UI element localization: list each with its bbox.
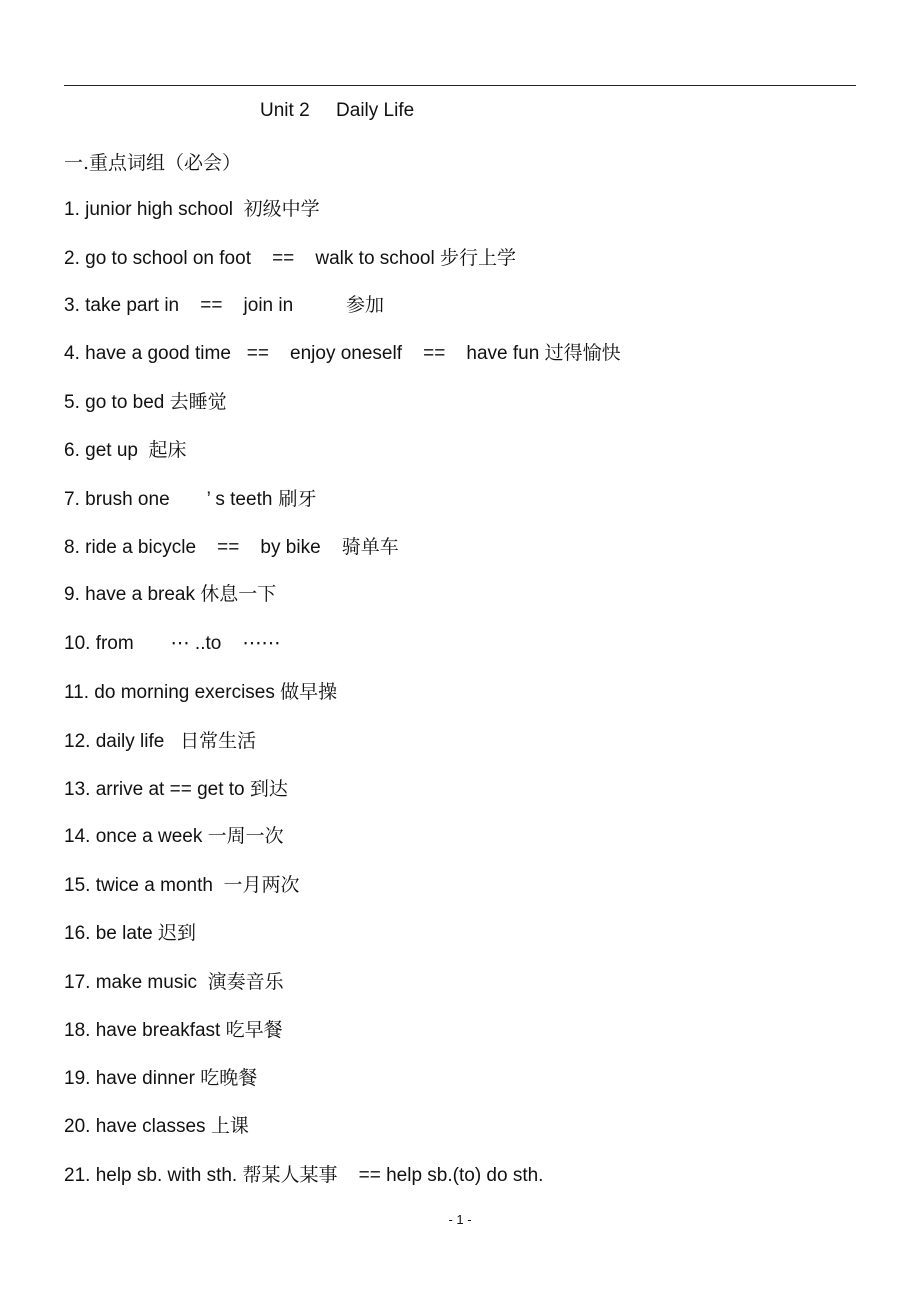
list-item: 21. help sb. with sth. 帮某人某事 == help sb.(to) do sth. <box>64 1164 544 1186</box>
list-item: 7. brush one ’ s teeth 刷牙 <box>64 488 317 510</box>
list-item: 8. ride a bicycle == by bike 骑单车 <box>64 536 399 558</box>
list-item: 3. take part in == join in 参加 <box>64 294 384 316</box>
list-item: 19. have dinner 吃晚餐 <box>64 1067 258 1089</box>
list-item: 13. arrive at == get to 到达 <box>64 778 288 800</box>
list-item: 6. get up 起床 <box>64 439 187 461</box>
header-rule <box>64 85 856 86</box>
list-item: 1. junior high school 初级中学 <box>64 198 320 220</box>
page-number: - 1 - <box>448 1212 472 1227</box>
list-item: 14. once a week 一周一次 <box>64 825 284 847</box>
list-item: 5. go to bed 去睡觉 <box>64 391 227 413</box>
list-item: 2. go to school on foot == walk to school 步行上学 <box>64 247 517 269</box>
list-item: 20. have classes 上课 <box>64 1115 249 1137</box>
page-title: Unit 2 Daily Life <box>260 100 415 121</box>
list-item: 9. have a break 休息一下 <box>64 583 277 605</box>
section-heading: 一.重点词组（必会） <box>64 152 242 174</box>
list-item: 16. be late 迟到 <box>64 922 197 944</box>
list-item: 11. do morning exercises 做早操 <box>64 681 338 703</box>
list-item: 12. daily life 日常生活 <box>64 730 257 752</box>
list-item: 4. have a good time == enjoy oneself == have fun 过得愉快 <box>64 342 621 364</box>
list-item: 18. have breakfast 吃早餐 <box>64 1019 283 1041</box>
list-item: 15. twice a month 一月两次 <box>64 874 300 896</box>
list-item: 10. from ⋯ ..to ⋯⋯ <box>64 633 281 654</box>
list-item: 17. make music 演奏音乐 <box>64 971 284 993</box>
